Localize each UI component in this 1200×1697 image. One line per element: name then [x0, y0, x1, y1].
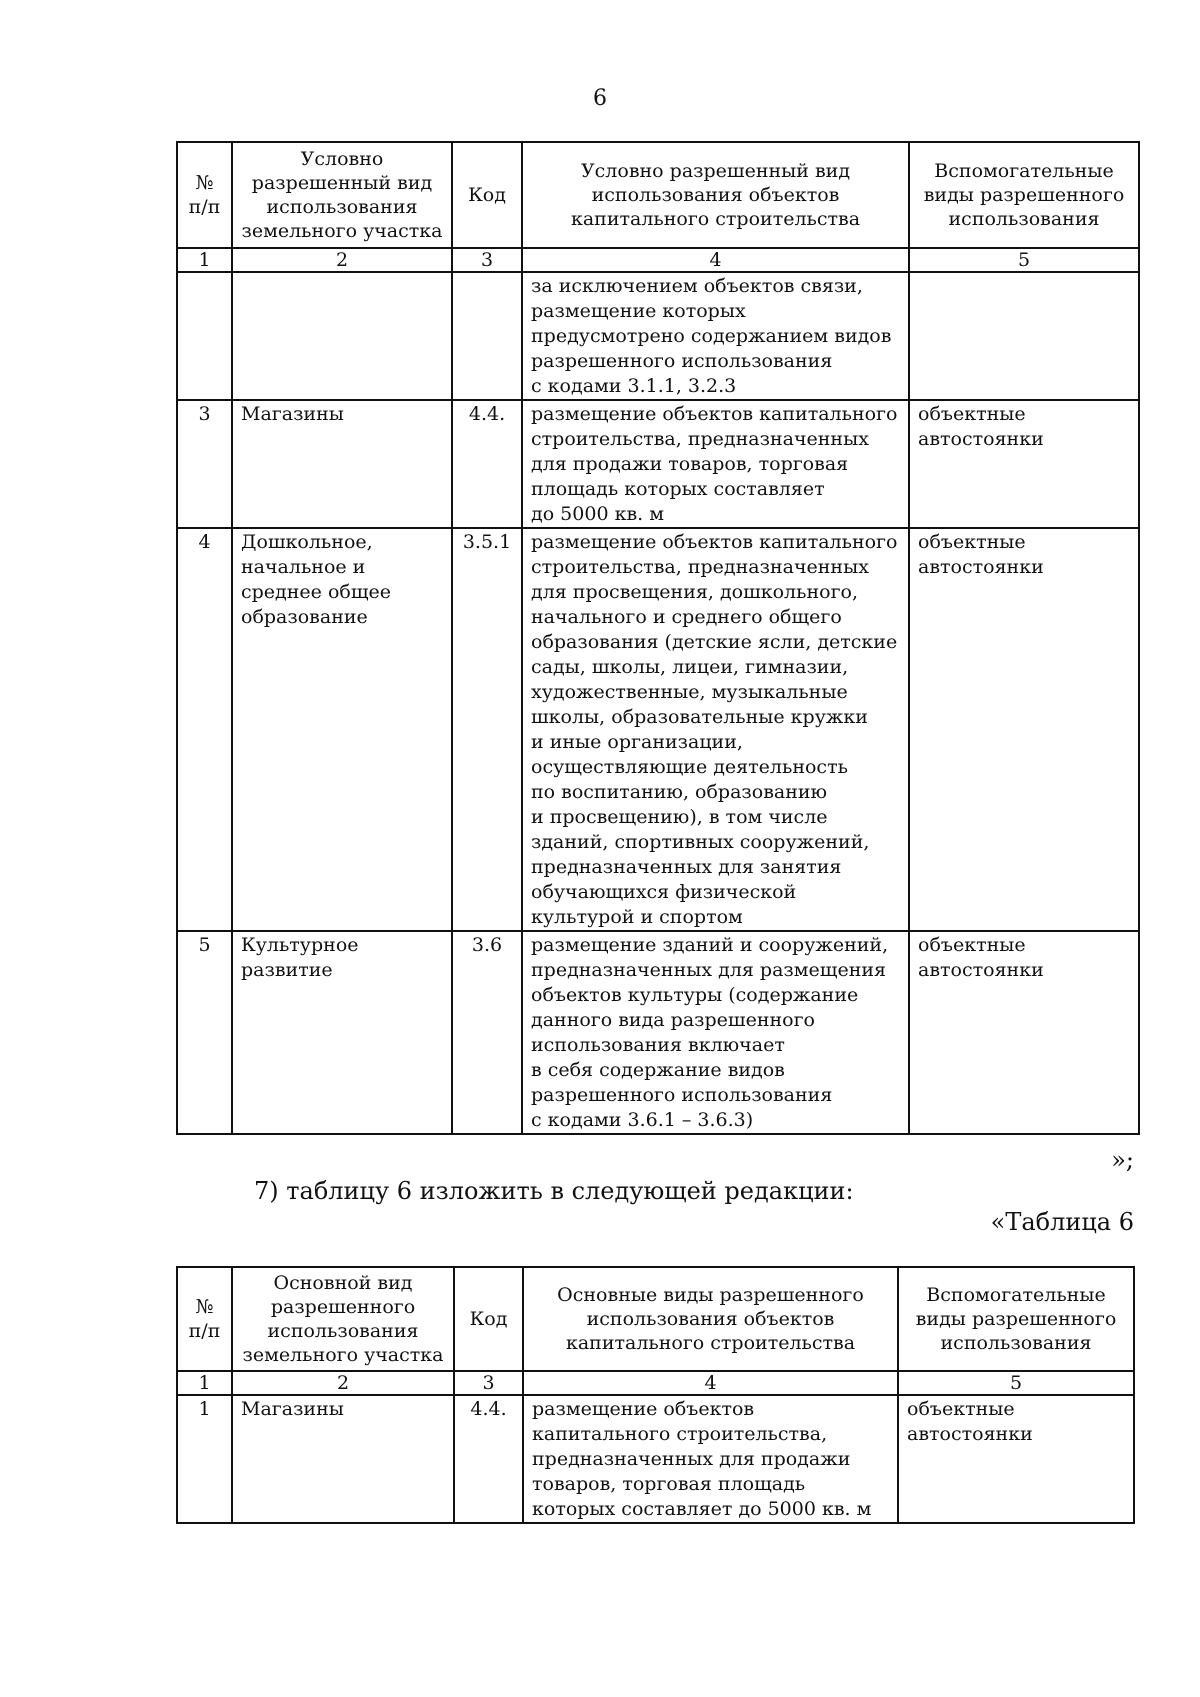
header-construction-use: Основные виды разрешенного использования объектов капитального строительства — [523, 1267, 898, 1371]
row-description: размещение объектов капитального строительства, предназначенных для продажи товаров, торговая площадь которых составляет до 5000 кв. м — [522, 400, 909, 528]
row-name: Магазины — [232, 400, 452, 528]
table-row — [177, 400, 1139, 528]
row-description: размещение объектов капитального строительства, предназначенных для продажи товаров, торговая площадь которых составляет до 5000 кв. м — [523, 1395, 898, 1523]
header-auxiliary: Вспомогательные виды разрешенного использования — [898, 1267, 1134, 1371]
table-header-row — [177, 1267, 1134, 1371]
row-auxiliary: объектные автостоянки — [909, 400, 1139, 528]
header-code: Код — [454, 1267, 523, 1371]
row-name: Дошкольное, начальное и среднее общее образование — [232, 528, 452, 931]
row-description: размещение зданий и сооружений, предназначенных для размещения объектов культуры (содержание данного вида разрешенного использования включает в себя содержание видов разрешенного использования с кодами 3.6.1 – 3.6.3) — [522, 931, 909, 1134]
column-number: 3 — [454, 1371, 523, 1395]
page-number: 6 — [593, 86, 607, 111]
amendment-instruction: 7) таблицу 6 изложить в следующей редакции: — [254, 1177, 854, 1205]
table-conditional-use — [176, 141, 1140, 1135]
column-number: 4 — [523, 1371, 898, 1395]
row-code — [452, 272, 522, 400]
row-num: 1 — [177, 1395, 232, 1523]
table-caption: «Таблица 6 — [990, 1208, 1134, 1236]
row-num: 4 — [177, 528, 232, 931]
column-number: 2 — [232, 248, 452, 272]
row-code: 4.4. — [454, 1395, 523, 1523]
header-code: Код — [452, 142, 522, 248]
row-auxiliary — [909, 272, 1139, 400]
header-construction-use: Условно разрешенный вид использования объектов капитального строительства — [522, 142, 909, 248]
table-row — [177, 528, 1139, 931]
header-land-use: Основной вид разрешенного использования земельного участка — [232, 1267, 454, 1371]
row-num: 3 — [177, 400, 232, 528]
row-name: Культурное развитие — [232, 931, 452, 1134]
column-number: 4 — [522, 248, 909, 272]
header-num: № п/п — [177, 142, 232, 248]
row-code: 3.6 — [452, 931, 522, 1134]
table-row — [177, 272, 1139, 400]
table-main-use — [176, 1266, 1135, 1524]
row-name — [232, 272, 452, 400]
closing-quote-mark: »; — [1111, 1146, 1134, 1174]
row-name: Магазины — [232, 1395, 454, 1523]
row-description: размещение объектов капитального строительства, предназначенных для просвещения, дошкольного, начального и среднего общего образования (детские ясли, детские сады, школы, лицеи, гимназии, художественные, музыкальные школы, образовательные кружки и иные организации, осуществляющие деятельность по воспитанию, образованию и просвещению), в том числе зданий, спортивных сооружений, предназначенных для занятия обучающихся физической культурой и спортом — [522, 528, 909, 931]
row-code: 3.5.1 — [452, 528, 522, 931]
row-num — [177, 272, 232, 400]
header-land-use: Условно разрешенный вид использования земельного участка — [232, 142, 452, 248]
column-number: 1 — [177, 1371, 232, 1395]
column-number: 5 — [909, 248, 1139, 272]
column-numbers-row — [177, 248, 1139, 272]
column-number: 2 — [232, 1371, 454, 1395]
row-num: 5 — [177, 931, 232, 1134]
header-num: № п/п — [177, 1267, 232, 1371]
row-description: за исключением объектов связи, размещение которых предусмотрено содержанием видов разрешенного использования с кодами 3.1.1, 3.2.3 — [522, 272, 909, 400]
header-auxiliary: Вспомогательные виды разрешенного использования — [909, 142, 1139, 248]
row-auxiliary: объектные автостоянки — [898, 1395, 1134, 1523]
row-auxiliary: объектные автостоянки — [909, 931, 1139, 1134]
table-row — [177, 931, 1139, 1134]
row-code: 4.4. — [452, 400, 522, 528]
column-number: 1 — [177, 248, 232, 272]
column-number: 5 — [898, 1371, 1134, 1395]
column-number: 3 — [452, 248, 522, 272]
table-header-row — [177, 142, 1139, 248]
table-row — [177, 1395, 1134, 1523]
row-auxiliary: объектные автостоянки — [909, 528, 1139, 931]
column-numbers-row — [177, 1371, 1134, 1395]
